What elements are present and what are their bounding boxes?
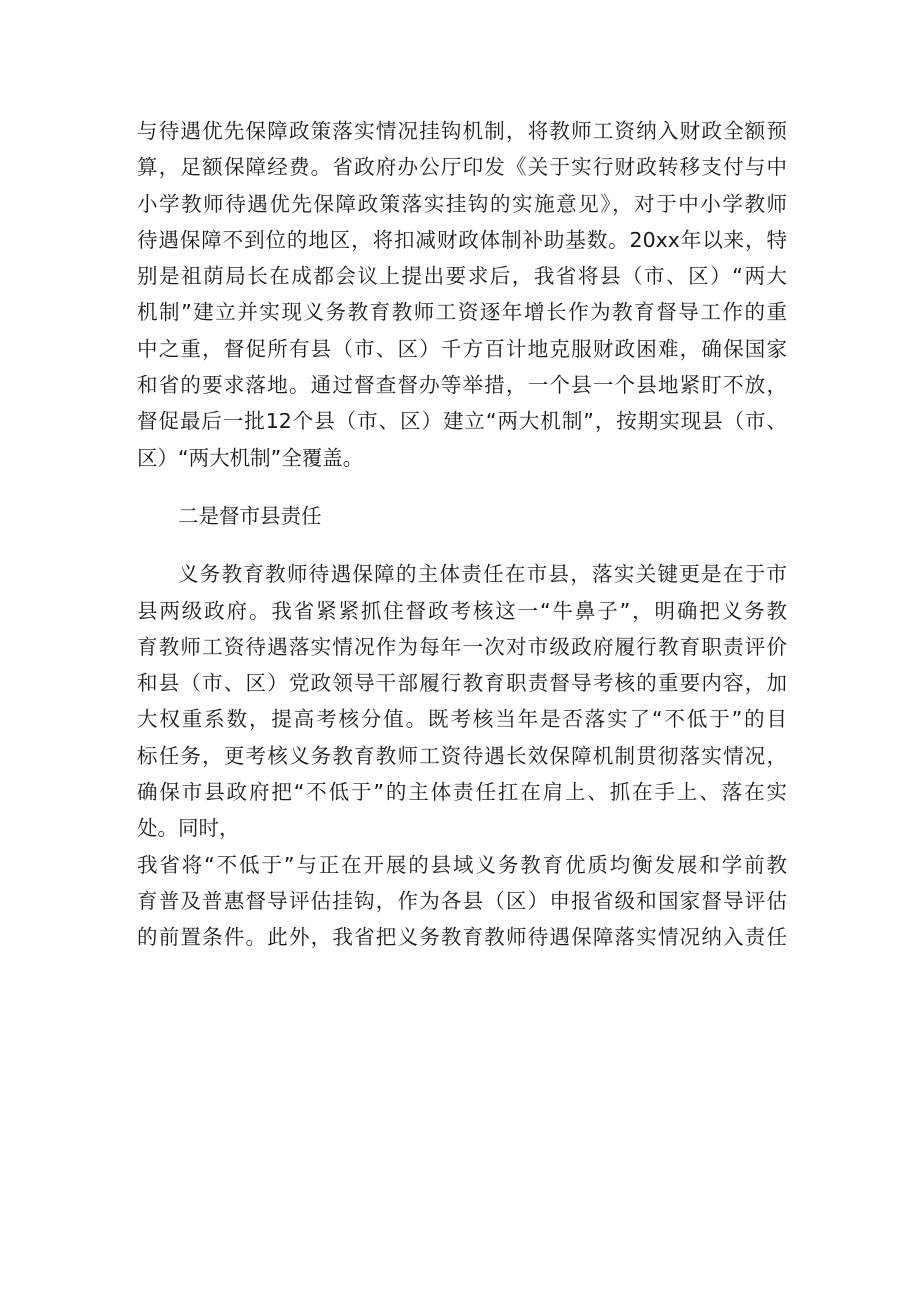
section-heading bbox=[137, 498, 787, 534]
text-line: 与待遇优先保障政策落实情况挂钩机制，将教师工资纳入财政全额预 bbox=[137, 119, 787, 143]
text-line: 机制”建立并实现义务教育教师工资逐年增长作为教育督导工作的重 bbox=[137, 300, 787, 325]
text-line: 算，足额保障经费。省政府办公厅印发《关于实行财政转移支付与中 bbox=[137, 155, 787, 180]
paragraph-1 bbox=[137, 113, 787, 476]
text-line: 区）“两大机制”全覆盖。 bbox=[137, 445, 364, 470]
paragraph-3 bbox=[137, 847, 787, 956]
text-line: 处。同时， bbox=[137, 816, 240, 841]
text-line: 小学教师待遇优先保障政策落实挂钩的实施意见》，对于中小学教师 bbox=[137, 191, 787, 216]
heading-line: 二是督市县责任 bbox=[178, 503, 322, 528]
text-line: 标任务，更考核义务教育教师工资待遇长效保障机制贯彻落实情况， bbox=[137, 743, 787, 768]
text-line: 和县（市、区）党政领导干部履行教育职责督导考核的重要内容，加 bbox=[137, 671, 787, 696]
paragraph-gap bbox=[137, 476, 787, 498]
text-line: 别是祖荫局长在成都会议上提出要求后，我省将县（市、区）“两大 bbox=[137, 264, 787, 289]
text-line: 义务教育教师待遇保障的主体责任在市县，落实关键更是在于市 bbox=[178, 562, 787, 587]
text-line: 县两级政府。我省紧紧抓住督政考核这一“牛鼻子”，明确把义务教 bbox=[137, 598, 787, 623]
paragraph-2 bbox=[137, 556, 787, 846]
text-line: 的前置条件。此外，我省把义务教育教师待遇保障落实情况纳入责任 bbox=[137, 925, 787, 950]
text-line: 育普及普惠督导评估挂钩，作为各县（区）申报省级和国家督导评估 bbox=[137, 888, 787, 913]
text-line: 育教师工资待遇落实情况作为每年一次对市级政府履行教育职责评价 bbox=[137, 634, 787, 659]
text-line: 督促最后一批12个县（市、区）建立“两大机制”，按期实现县（市、 bbox=[137, 409, 787, 434]
body-text bbox=[137, 113, 787, 956]
text-line: 待遇保障不到位的地区，将扣减财政体制补助基数。20xx年以来，特 bbox=[137, 227, 787, 252]
text-line: 大权重系数，提高考核分值。既考核当年是否落实了“不低于”的目 bbox=[137, 707, 787, 732]
text-line: 确保市县政府把“不低于”的主体责任扛在肩上、抓在手上、落在实 bbox=[137, 780, 787, 805]
text-line: 中之重，督促所有县（市、区）千方百计地克服财政困难，确保国家 bbox=[137, 336, 787, 361]
text-line: 我省将“不低于”与正在开展的县域义务教育优质均衡发展和学前教 bbox=[137, 852, 787, 877]
paragraph-gap bbox=[137, 534, 787, 556]
text-line: 和省的要求落地。通过督查督办等举措，一个县一个县地紧盯不放， bbox=[137, 373, 787, 398]
